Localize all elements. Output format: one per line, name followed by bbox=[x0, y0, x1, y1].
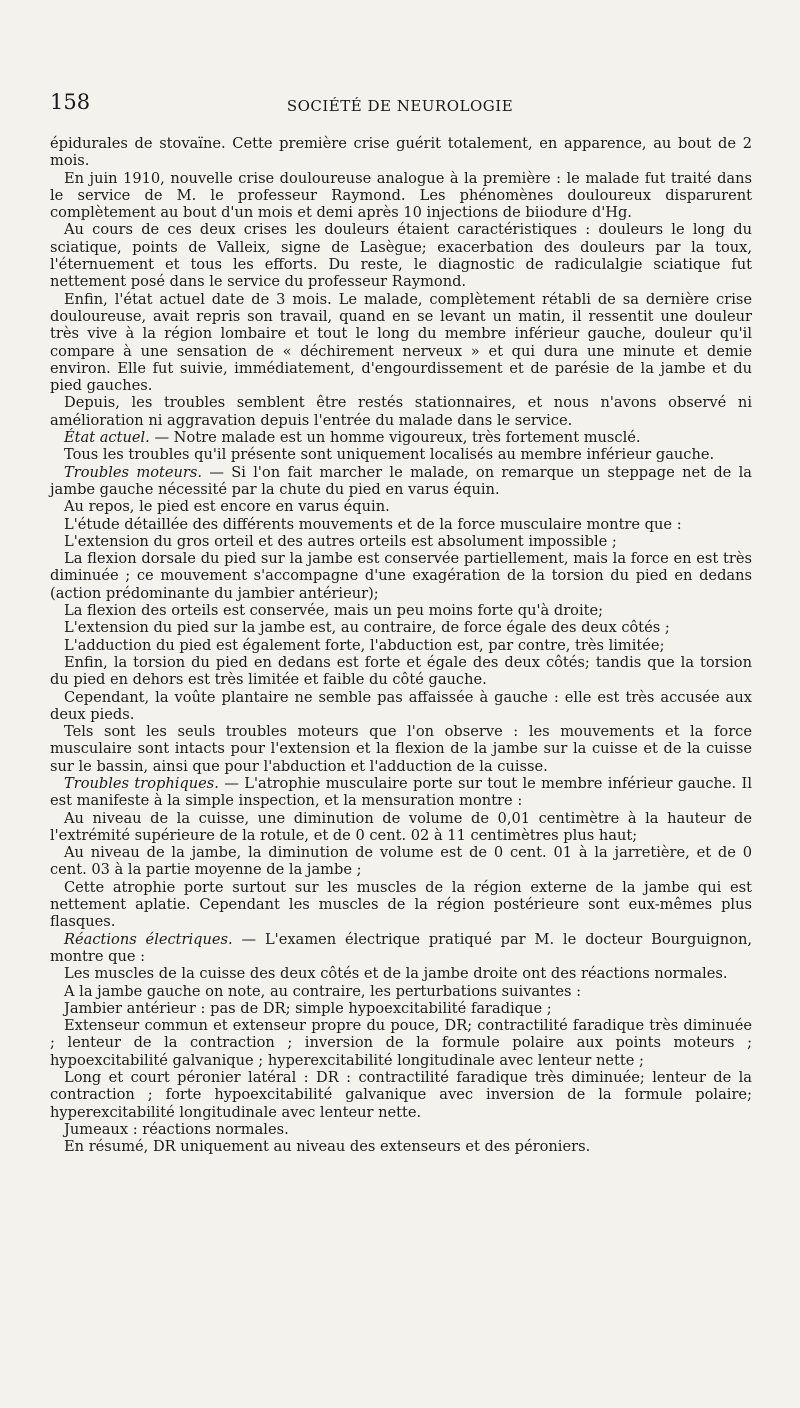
paragraph bbox=[50, 291, 752, 395]
paragraph bbox=[50, 464, 752, 499]
paragraph-text: Depuis, les troubles semblent être restés stationnaires, et nous n'avons observé ni amélioration ni aggravation depuis l'entrée du malade dans le service. bbox=[50, 394, 752, 429]
paragraph-text: Tels sont les seuls troubles moteurs que l'on observe : les mouvements et la force musculaire sont intacts pour l'extension et la flexion de la jambe sur la cuisse et de la cuisse sur le bassin, ainsi que pour l'abduction et l'adduction de la cuisse. bbox=[50, 723, 752, 775]
paragraph bbox=[50, 1017, 752, 1069]
section-lead: Réactions électriques. bbox=[64, 930, 233, 948]
paragraph bbox=[50, 550, 752, 602]
paragraph-text: — Notre malade est un homme vigoureux, très fortement musclé. bbox=[149, 429, 641, 447]
paragraph-text: épidurales de stovaïne. Cette première crise guérit totalement, en apparence, au bout de 2 mois. bbox=[50, 135, 752, 170]
paragraph-text: Cependant, la voûte plantaire ne semble pas affaissée à gauche : elle est très accusée aux deux pieds. bbox=[50, 688, 752, 723]
paragraph bbox=[50, 1000, 752, 1017]
paragraph bbox=[50, 965, 752, 982]
paragraph bbox=[50, 394, 752, 429]
paragraph bbox=[50, 775, 752, 810]
paragraph-text: L'extension du gros orteil et des autres orteils est absolument impossible ; bbox=[64, 532, 617, 550]
paragraph-text: La flexion des orteils est conservée, mais un peu moins forte qu'à droite; bbox=[64, 602, 604, 620]
section-lead: Troubles trophiques. bbox=[64, 774, 219, 792]
paragraph-text: L'étude détaillée des différents mouvements et de la force musculaire montre que : bbox=[64, 515, 682, 533]
paragraph-text: Long et court péronier latéral : DR : contractilité faradique très diminuée; lenteur de la contraction ; forte hypoexcitabilité galvanique avec inversion de la formule polaire; hyperexcitabilité longitudinale avec lenteur nette. bbox=[50, 1069, 752, 1121]
paragraph-text: — Si l'on fait marcher le malade, on remarque un steppage net de la jambe gauche nécessité par la chute du pied en varus équin. bbox=[50, 463, 752, 498]
paragraph bbox=[50, 221, 752, 290]
paragraph-text: Enfin, l'état actuel date de 3 mois. Le malade, complètement rétabli de sa dernière crise douloureuse, avait repris son travail, quand en se levant un matin, il ressentit une douleur très vive à la région lombaire et tout le long du membre inférieur gauche, douleur qu'il compare à une sensation de « déchirement nerveux » et qui dura une minute et demie environ. Elle fut suivie, immédiatement, d'engourdissement et de parésie de la jambe et du pied gauches. bbox=[50, 290, 752, 395]
paragraph bbox=[50, 654, 752, 689]
paragraph-text: — L'atrophie musculaire porte sur tout le membre inférieur gauche. Il est manifeste à la simple inspection, et la mensuration montre : bbox=[50, 774, 752, 810]
paragraph-text: Au repos, le pied est encore en varus équin. bbox=[64, 498, 390, 516]
paragraph bbox=[50, 810, 752, 845]
paragraph bbox=[50, 1069, 752, 1121]
paragraph bbox=[50, 533, 752, 550]
paragraph bbox=[50, 1121, 752, 1138]
paragraph bbox=[50, 135, 752, 170]
paragraph bbox=[50, 931, 752, 966]
paragraph bbox=[50, 844, 752, 879]
paragraph-text: Au niveau de la jambe, la diminution de volume est de 0 cent. 01 à la jarretière, et de 0 cent. 03 à la partie moyenne de la jambe ; bbox=[50, 844, 752, 879]
paragraph-text: A la jambe gauche on note, au contraire, les perturbations suivantes : bbox=[64, 982, 582, 1000]
section-lead: Troubles moteurs. bbox=[64, 463, 202, 481]
section-lead: État actuel. bbox=[64, 429, 150, 447]
paragraph bbox=[50, 446, 752, 463]
paragraph-text: Au niveau de la cuisse, une diminution de volume de 0,01 centimètre à la hauteur de l'extrémité supérieure de la rotule, et de 0 cent. 02 à 11 centimètres plus haut; bbox=[50, 809, 752, 844]
paragraph-text: — L'examen électrique pratiqué par M. le docteur Bourguignon, montre que : bbox=[50, 930, 752, 965]
paragraph bbox=[50, 723, 752, 775]
paragraph-text: La flexion dorsale du pied sur la jambe est conservée partiellement, mais la force en est très diminuée ; ce mouvement s'accompagne d'une exagération de la torsion du pied en dedans (action prédominante du jambier antérieur); bbox=[50, 550, 752, 602]
paragraph-text: Tous les troubles qu'il présente sont uniquement localisés au membre inférieur gauche. bbox=[64, 446, 715, 464]
paragraph bbox=[50, 516, 752, 533]
paragraph bbox=[50, 602, 752, 619]
paragraph-text: L'extension du pied sur la jambe est, au contraire, de force égale des deux côtés ; bbox=[64, 619, 670, 637]
body-text bbox=[50, 135, 752, 1156]
paragraph-text: En résumé, DR uniquement au niveau des extenseurs et des péroniers. bbox=[64, 1138, 591, 1156]
paragraph-text: L'adduction du pied est également forte, l'abduction est, par contre, très limitée; bbox=[64, 636, 665, 654]
paragraph bbox=[50, 619, 752, 636]
paragraph bbox=[50, 429, 752, 446]
paragraph bbox=[50, 1138, 752, 1155]
paragraph-text: En juin 1910, nouvelle crise douloureuse analogue à la première : le malade fut traité dans le service de M. le professeur Raymond. Les phénomènes douloureux disparurent complètement au bout d'un mois et demi après 10 injections de biiodure d'Hg. bbox=[50, 169, 752, 222]
paragraph bbox=[50, 879, 752, 931]
paragraph bbox=[50, 689, 752, 724]
paragraph bbox=[50, 498, 752, 515]
paragraph bbox=[50, 170, 752, 222]
paragraph-text: Enfin, la torsion du pied en dedans est forte et égale des deux côtés; tandis que la torsion du pied en dehors est très limitée et faible du côté gauche. bbox=[50, 653, 752, 689]
paragraph-text: Cette atrophie porte surtout sur les muscles de la région externe de la jambe qui est nettement aplatie. Cependant les muscles de la région postérieure sont eux-mêmes plus flasques. bbox=[50, 878, 752, 931]
paragraph-text: Extenseur commun et extenseur propre du pouce, DR; contractilité faradique très diminuée ; lenteur de la contraction ; inversion de la formule polaire aux points moteurs ; hypoexcitabilité galvanique ; hyperexcitabilité longitudinale avec lenteur nette ; bbox=[50, 1017, 752, 1069]
paragraph-text: Les muscles de la cuisse des deux côtés et de la jambe droite ont des réactions normales. bbox=[64, 965, 728, 983]
paragraph-text: Au cours de ces deux crises les douleurs étaient caractéristiques : douleurs le long du sciatique, points de Valleix, signe de Lasègue; exacerbation des douleurs par la toux, l'éternuement et tous les efforts. Du reste, le diagnostic de radiculalgie sciatique fut nettement posé dans le service du professeur Raymond. bbox=[50, 221, 752, 291]
paragraph bbox=[50, 983, 752, 1000]
running-title: SOCIÉTÉ DE NEUROLOGIE bbox=[286, 97, 514, 115]
page-number: 158 bbox=[50, 90, 91, 114]
paragraph bbox=[50, 637, 752, 654]
paragraph-text: Jumeaux : réactions normales. bbox=[64, 1120, 289, 1138]
paragraph-text: Jambier antérieur : pas de DR; simple hypoexcitabilité faradique ; bbox=[64, 999, 552, 1017]
